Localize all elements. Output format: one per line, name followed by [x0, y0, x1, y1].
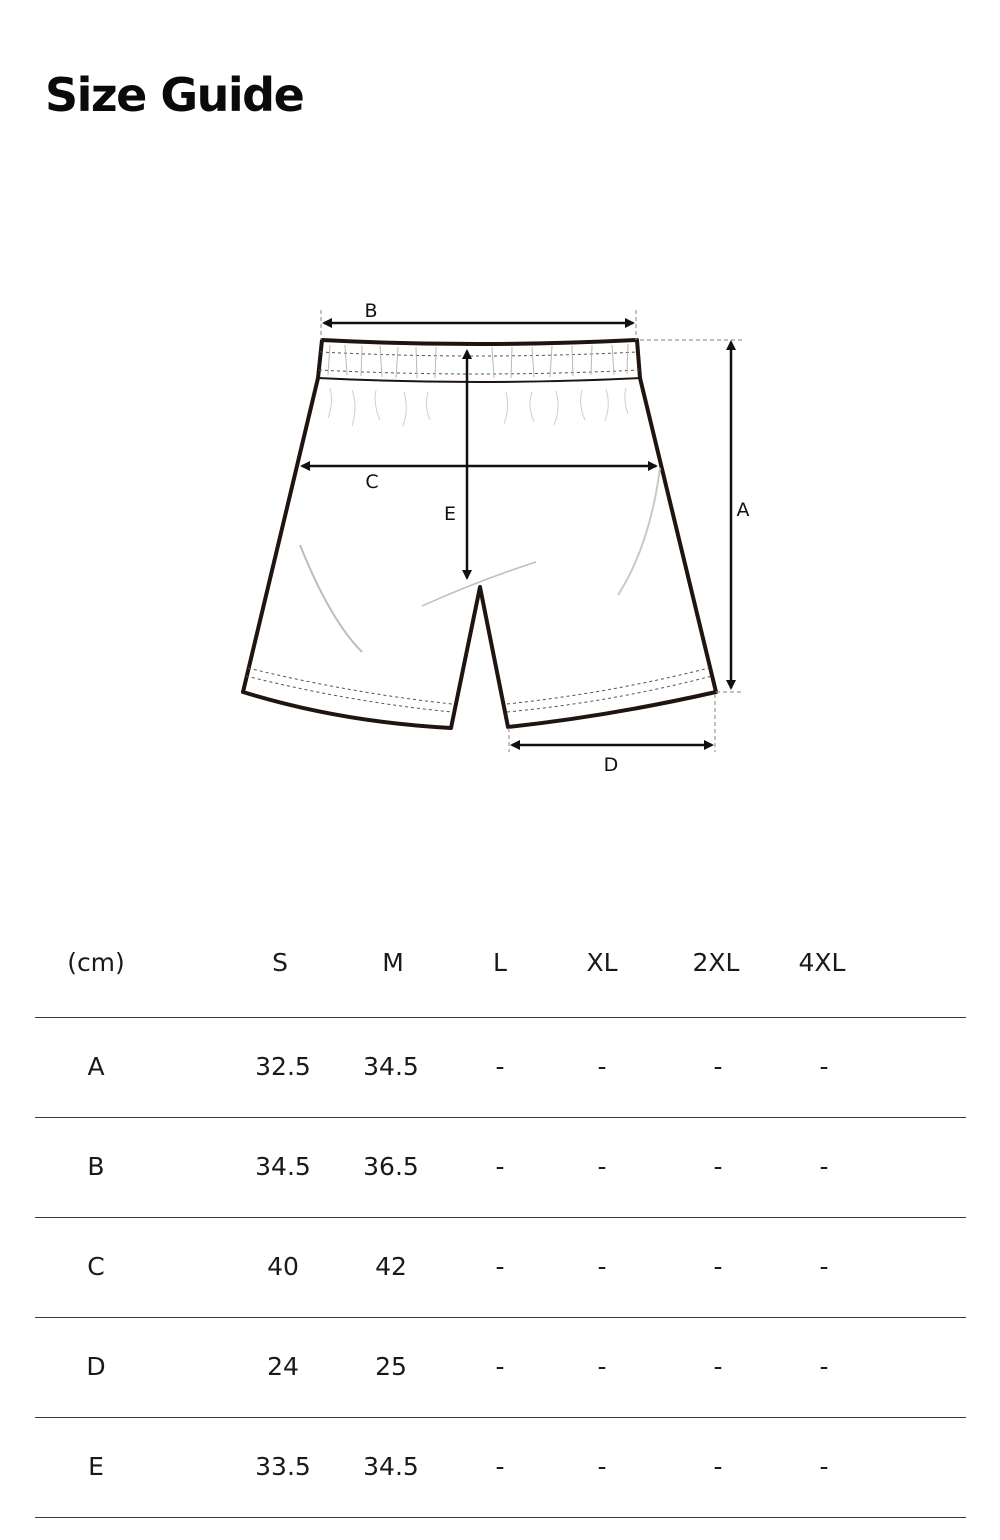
value-cell: 34.5: [363, 1052, 419, 1081]
table-row-a: [35, 1018, 966, 1118]
page-title: Size Guide: [45, 68, 304, 122]
table-row-d: [35, 1318, 966, 1418]
value-cell: -: [597, 1052, 607, 1081]
size-header-l: L: [493, 948, 507, 977]
measure-d-label: D: [603, 754, 619, 776]
size-header-4xl: 4XL: [798, 948, 846, 977]
value-cell: -: [713, 1152, 723, 1181]
value-cell: -: [713, 1052, 723, 1081]
value-cell: -: [495, 1252, 505, 1281]
value-cell: 33.5: [255, 1452, 311, 1481]
size-table: [35, 920, 966, 1518]
row-label: A: [87, 1052, 105, 1081]
row-label: B: [87, 1152, 105, 1181]
value-cell: 34.5: [255, 1152, 311, 1181]
value-cell: -: [597, 1352, 607, 1381]
value-cell: 25: [375, 1352, 407, 1381]
row-label: C: [87, 1252, 105, 1281]
table-row-c: [35, 1218, 966, 1318]
value-cell: -: [819, 1152, 829, 1181]
value-cell: -: [597, 1152, 607, 1181]
value-cell: -: [495, 1452, 505, 1481]
value-cell: 34.5: [363, 1452, 419, 1481]
value-cell: -: [819, 1352, 829, 1381]
measure-e-label: E: [443, 503, 457, 525]
value-cell: -: [819, 1452, 829, 1481]
table-row-b: [35, 1118, 966, 1218]
value-cell: -: [713, 1252, 723, 1281]
value-cell: 24: [267, 1352, 299, 1381]
shorts-outline: [243, 340, 716, 728]
measure-b-label: B: [364, 300, 378, 322]
size-header-2xl: 2XL: [692, 948, 740, 977]
value-cell: -: [713, 1452, 723, 1481]
measure-c-label: C: [365, 471, 379, 493]
measure-a-label: A: [736, 499, 750, 521]
value-cell: -: [597, 1252, 607, 1281]
value-cell: 32.5: [255, 1052, 311, 1081]
size-header-xl: XL: [586, 948, 618, 977]
unit-header: (cm): [67, 948, 125, 977]
value-cell: -: [819, 1052, 829, 1081]
row-label: D: [86, 1352, 106, 1381]
value-cell: -: [495, 1352, 505, 1381]
value-cell: -: [713, 1352, 723, 1381]
table-row-e: [35, 1418, 966, 1518]
size-header-m: M: [382, 948, 404, 977]
value-cell: -: [819, 1252, 829, 1281]
row-label: E: [88, 1452, 104, 1481]
value-cell: -: [597, 1452, 607, 1481]
value-cell: 40: [267, 1252, 299, 1281]
size-header-s: S: [272, 948, 288, 977]
value-cell: -: [495, 1152, 505, 1181]
value-cell: -: [495, 1052, 505, 1081]
value-cell: 36.5: [363, 1152, 419, 1181]
value-cell: 42: [375, 1252, 407, 1281]
size-table-header: [35, 920, 966, 1018]
